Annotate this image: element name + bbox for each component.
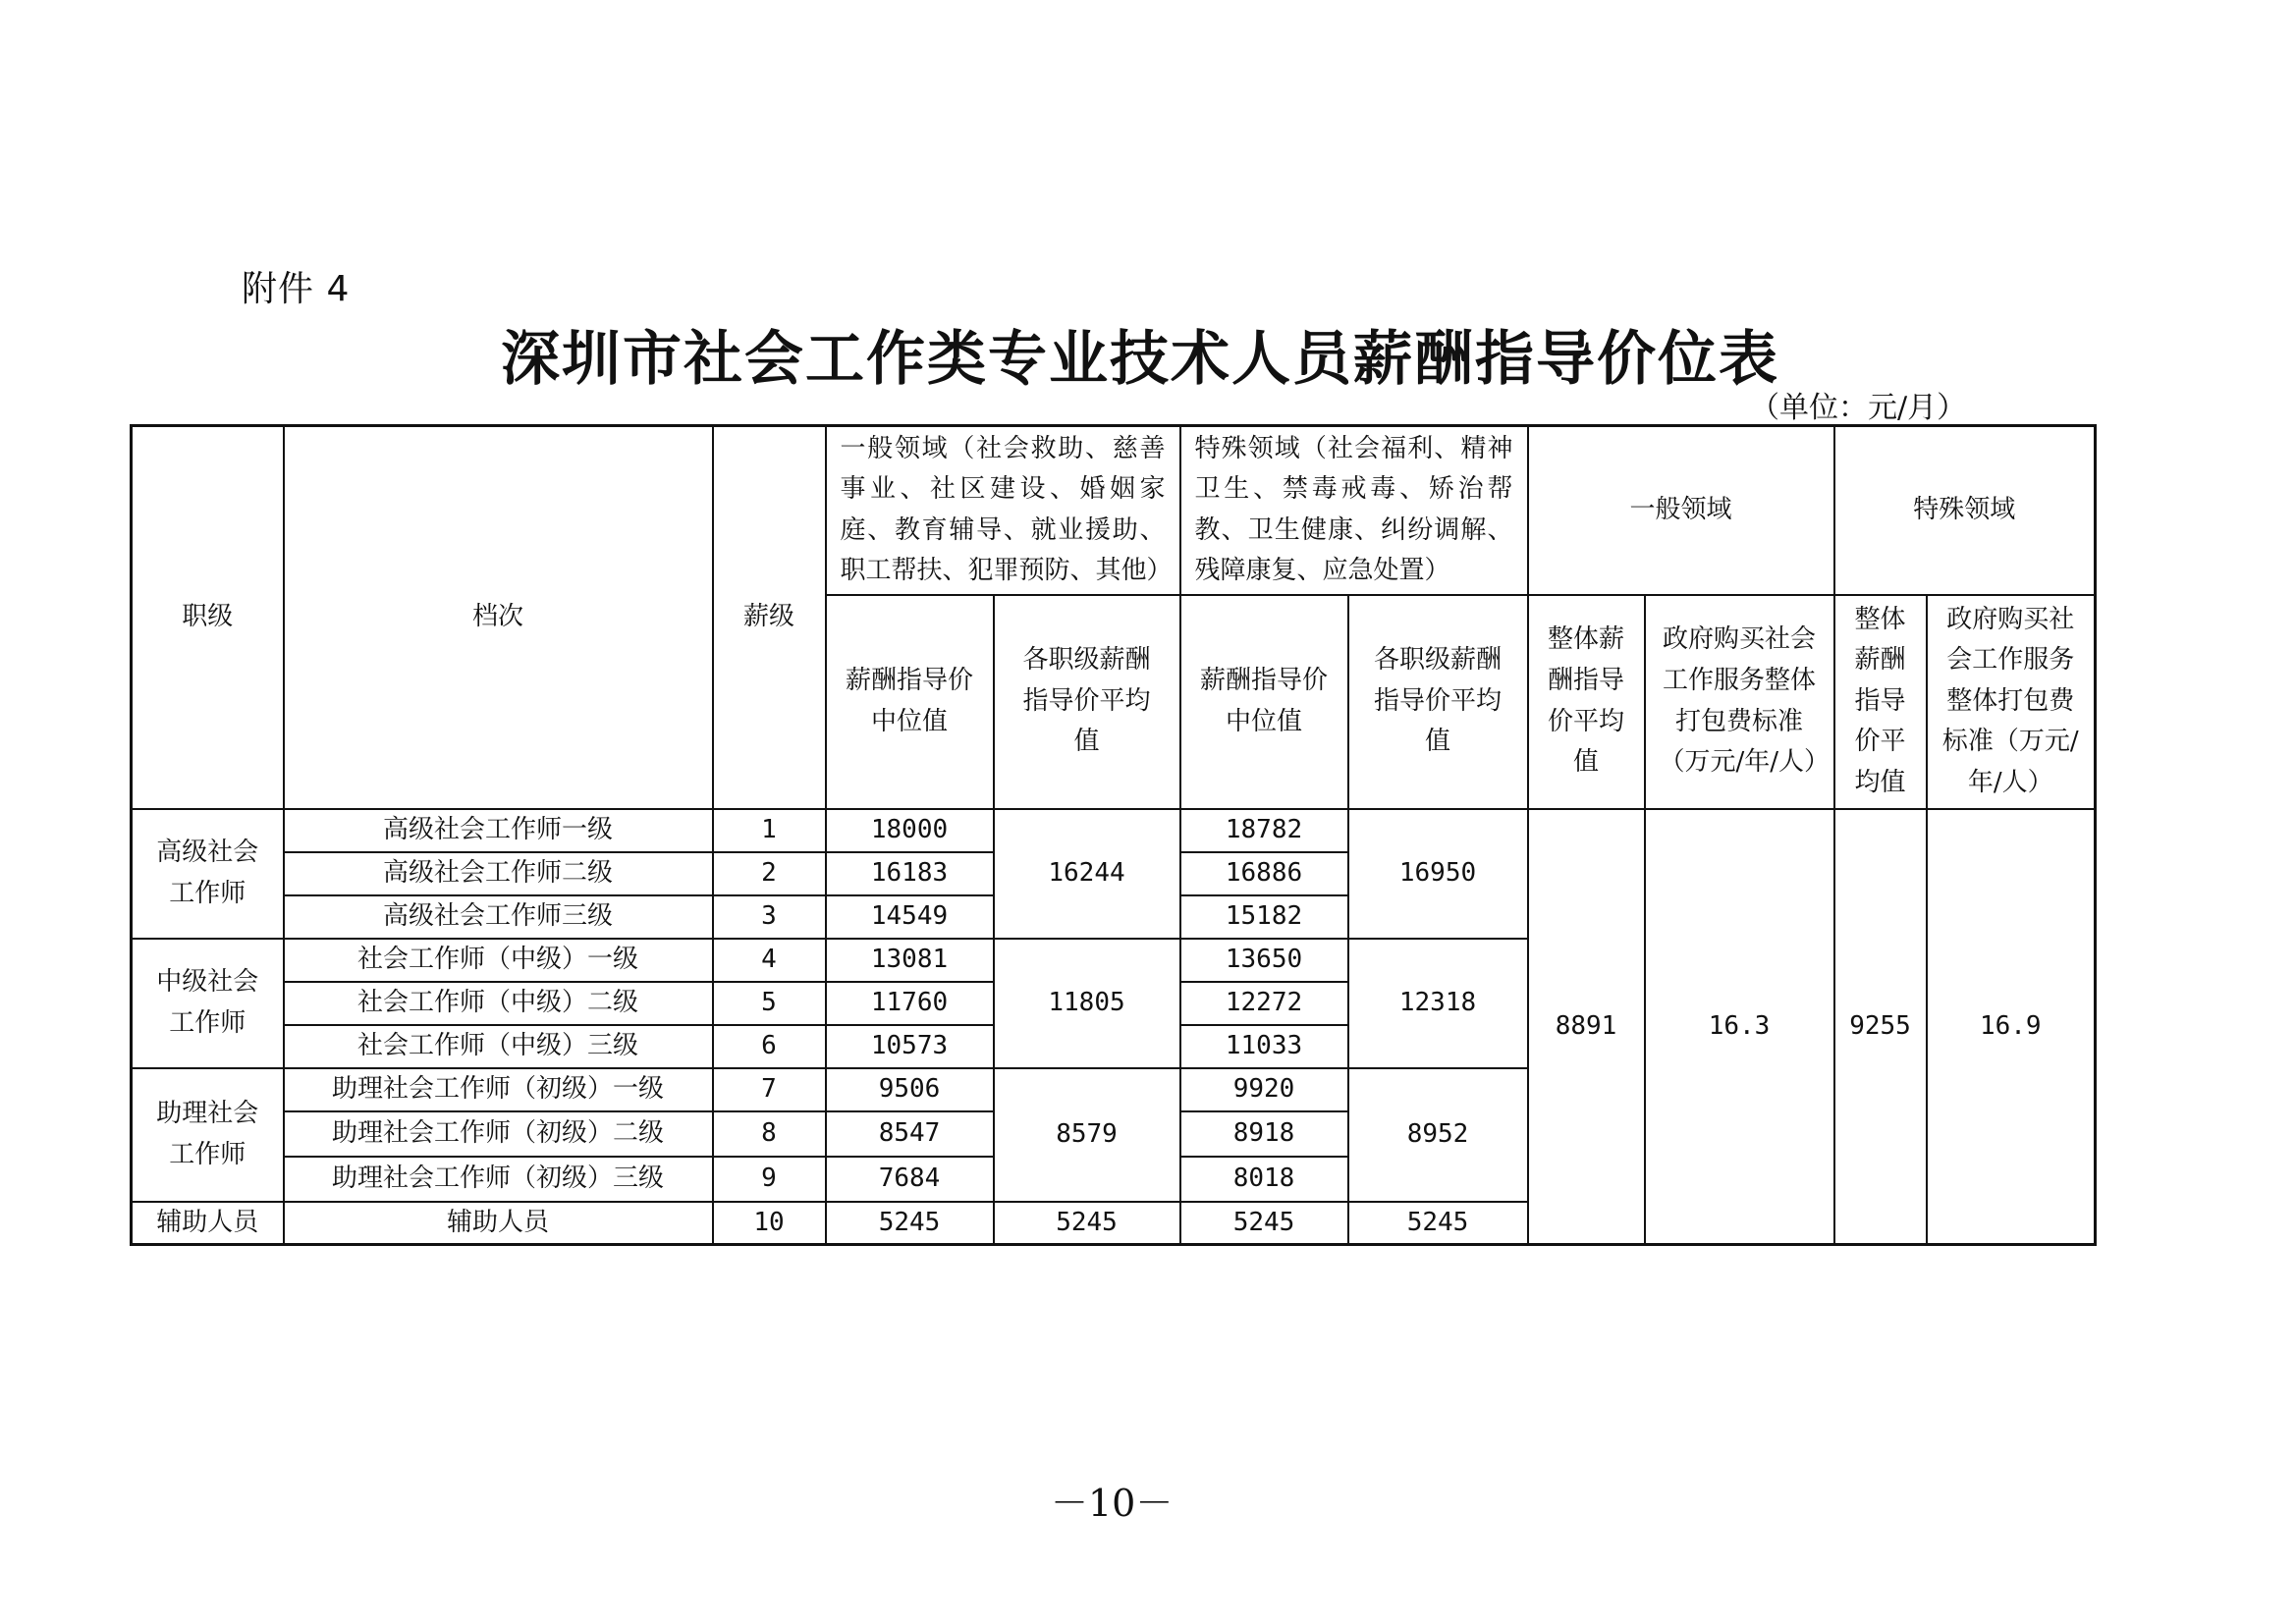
general-overall-avg-cell: 8891 xyxy=(1528,809,1645,1245)
general-median-cell: 16183 xyxy=(826,852,994,895)
general-median-cell: 8547 xyxy=(826,1111,994,1157)
general-package-cell: 16.3 xyxy=(1645,809,1834,1245)
level-cell: 1 xyxy=(713,809,826,852)
tier-cell: 社会工作师（中级）二级 xyxy=(284,982,713,1025)
level-cell: 2 xyxy=(713,852,826,895)
general-grade-avg-cell: 8579 xyxy=(994,1068,1180,1202)
tier-cell: 助理社会工作师（初级）二级 xyxy=(284,1111,713,1157)
special-median-cell: 8918 xyxy=(1180,1111,1348,1157)
special-median-cell: 18782 xyxy=(1180,809,1348,852)
general-median-cell: 9506 xyxy=(826,1068,994,1111)
special-overall-avg-cell: 9255 xyxy=(1834,809,1927,1245)
header-special-grade-avg: 各职级薪酬指导价平均值 xyxy=(1348,595,1528,809)
special-package-cell: 16.9 xyxy=(1927,809,2096,1245)
special-median-cell: 9920 xyxy=(1180,1068,1348,1111)
grade-cell: 助理社会工作师 xyxy=(132,1068,284,1202)
special-median-cell: 16886 xyxy=(1180,852,1348,895)
special-median-cell: 12272 xyxy=(1180,982,1348,1025)
special-median-cell: 5245 xyxy=(1180,1202,1348,1245)
general-median-cell: 5245 xyxy=(826,1202,994,1245)
tier-cell: 助理社会工作师（初级）一级 xyxy=(284,1068,713,1111)
header-special-overall-avg: 整体薪酬指导价平均值 xyxy=(1834,595,1927,809)
header-tier: 档次 xyxy=(284,426,713,809)
tier-cell: 高级社会工作师一级 xyxy=(284,809,713,852)
special-median-cell: 11033 xyxy=(1180,1025,1348,1068)
header-general-domain: 一般领域 xyxy=(1528,426,1834,595)
general-median-cell: 7684 xyxy=(826,1157,994,1202)
special-grade-avg-cell: 5245 xyxy=(1348,1202,1528,1245)
level-cell: 10 xyxy=(713,1202,826,1245)
general-grade-avg-cell: 5245 xyxy=(994,1202,1180,1245)
grade-cell: 辅助人员 xyxy=(132,1202,284,1245)
page-number: －10－ xyxy=(1051,1482,1174,1525)
header-general-median: 薪酬指导价中位值 xyxy=(826,595,994,809)
table-row xyxy=(132,809,2096,852)
special-median-cell: 13650 xyxy=(1180,939,1348,982)
header-general-domain-desc: 一般领域（社会救助、慈善事业、社区建设、婚姻家庭、教育辅导、就业援助、职工帮扶、犯罪预防、其他） xyxy=(826,426,1180,595)
header-general-package: 政府购买社会工作服务整体打包费标准（万元/年/人） xyxy=(1645,595,1834,809)
tier-cell: 社会工作师（中级）一级 xyxy=(284,939,713,982)
general-grade-avg-cell: 11805 xyxy=(994,939,1180,1068)
page-title: 深圳市社会工作类专业技术人员薪酬指导价位表 xyxy=(501,325,1779,394)
tier-cell: 辅助人员 xyxy=(284,1202,713,1245)
general-median-cell: 11760 xyxy=(826,982,994,1025)
general-median-cell: 14549 xyxy=(826,895,994,939)
level-cell: 5 xyxy=(713,982,826,1025)
general-median-cell: 10573 xyxy=(826,1025,994,1068)
unit-note: （单位：元/月） xyxy=(1750,391,1967,425)
header-special-median: 薪酬指导价中位值 xyxy=(1180,595,1348,809)
grade-cell: 高级社会工作师 xyxy=(132,809,284,939)
header-special-domain: 特殊领域 xyxy=(1834,426,2096,595)
special-median-cell: 15182 xyxy=(1180,895,1348,939)
tier-cell: 助理社会工作师（初级）三级 xyxy=(284,1157,713,1202)
header-grade: 职级 xyxy=(132,426,284,809)
special-grade-avg-cell: 16950 xyxy=(1348,809,1528,939)
level-cell: 8 xyxy=(713,1111,826,1157)
level-cell: 6 xyxy=(713,1025,826,1068)
level-cell: 9 xyxy=(713,1157,826,1202)
level-cell: 4 xyxy=(713,939,826,982)
header-special-domain-desc: 特殊领域（社会福利、精神卫生、禁毒戒毒、矫治帮教、卫生健康、纠纷调解、残障康复、应急处置） xyxy=(1180,426,1528,595)
tier-cell: 高级社会工作师三级 xyxy=(284,895,713,939)
special-grade-avg-cell: 12318 xyxy=(1348,939,1528,1068)
level-cell: 7 xyxy=(713,1068,826,1111)
header-salary-level: 薪级 xyxy=(713,426,826,809)
salary-table xyxy=(130,424,2097,1246)
special-median-cell: 8018 xyxy=(1180,1157,1348,1202)
general-median-cell: 13081 xyxy=(826,939,994,982)
header-special-package: 政府购买社会工作服务整体打包费标准（万元/年/人） xyxy=(1927,595,2096,809)
general-median-cell: 18000 xyxy=(826,809,994,852)
header-general-grade-avg: 各职级薪酬指导价平均值 xyxy=(994,595,1180,809)
general-grade-avg-cell: 16244 xyxy=(994,809,1180,939)
tier-cell: 社会工作师（中级）三级 xyxy=(284,1025,713,1068)
attachment-label: 附件 4 xyxy=(242,269,351,309)
tier-cell: 高级社会工作师二级 xyxy=(284,852,713,895)
header-general-overall-avg: 整体薪酬指导价平均值 xyxy=(1528,595,1645,809)
special-grade-avg-cell: 8952 xyxy=(1348,1068,1528,1202)
level-cell: 3 xyxy=(713,895,826,939)
grade-cell: 中级社会工作师 xyxy=(132,939,284,1068)
